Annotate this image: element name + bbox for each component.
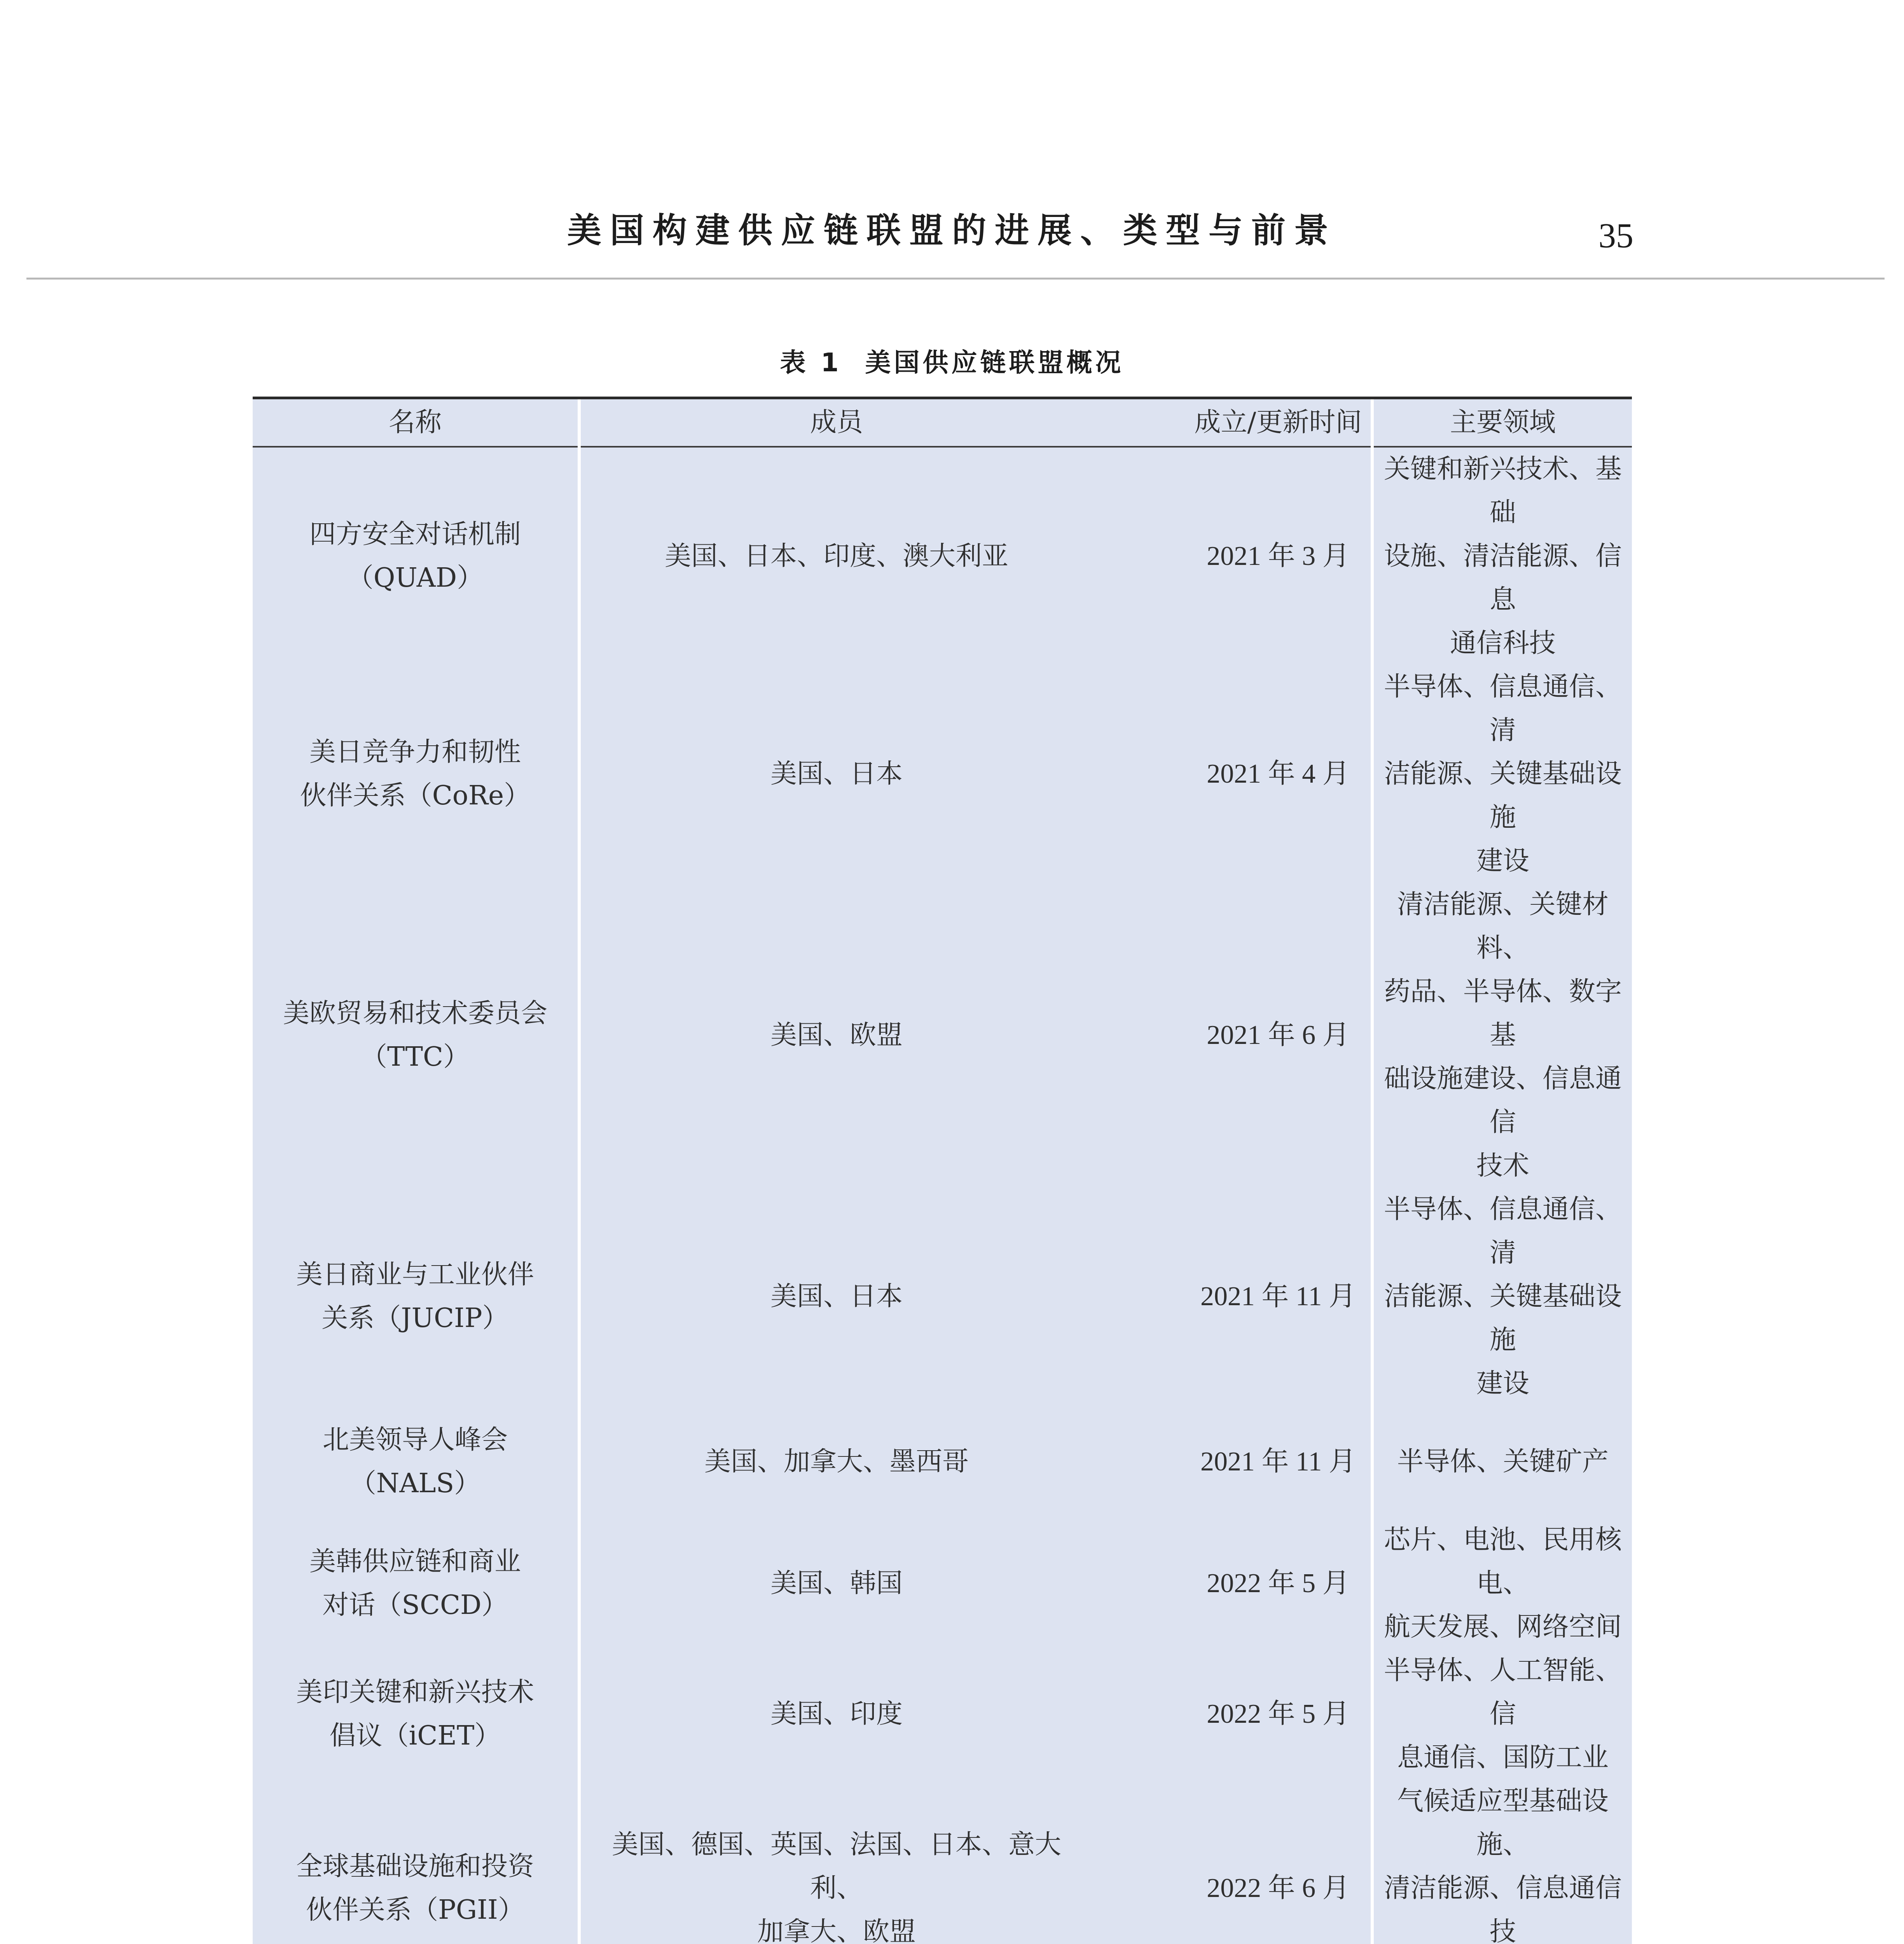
alliance-name-cell-line: 关系（JUCIP） — [321, 1303, 509, 1334]
fields-cell-line: 建设 — [1476, 1368, 1529, 1399]
fields-cell-line: 半导体、关键矿产 — [1397, 1446, 1609, 1477]
members-cell-line: 美国、日本 — [770, 1281, 903, 1312]
date-cell: 2022 年 6 月 — [1207, 1873, 1350, 1903]
fields-cell-line: 息通信、国防工业 — [1397, 1742, 1609, 1773]
table-row — [253, 1518, 1632, 1649]
spacer-cell — [1092, 665, 1186, 883]
alliance-name-cell — [253, 1518, 579, 1649]
alliance-name-cell-line: 伙伴关系（CoRe） — [300, 780, 531, 811]
fields-cell-line: 航天发展、网络空间 — [1383, 1612, 1622, 1642]
header-date: 成立/更新时间 — [1186, 399, 1372, 447]
fields-cell-line: 清洁能源、关键材料、 — [1397, 889, 1609, 963]
alliance-name-cell-line: 倡议（iCET） — [329, 1720, 501, 1751]
fields-cell — [1372, 665, 1632, 883]
members-cell-line: 美国、日本 — [770, 759, 903, 789]
table-row — [253, 665, 1632, 883]
alliance-name-cell-line: 美欧贸易和技术委员会 — [283, 998, 547, 1029]
alliance-name-cell-line: 美韩供应链和商业 — [309, 1546, 521, 1577]
members-cell — [579, 1518, 1092, 1649]
table-row — [253, 1188, 1632, 1406]
fields-cell-line: 气候适应型基础设施、 — [1397, 1786, 1609, 1860]
fields-cell-line: 础设施建设、信息通信 — [1383, 1063, 1622, 1138]
alliance-name-cell-line: 美日商业与工业伙伴 — [296, 1259, 534, 1290]
alliance-name-cell — [253, 883, 579, 1188]
members-cell — [579, 447, 1092, 665]
spacer-cell — [1092, 1188, 1186, 1406]
spacer-cell — [1092, 1649, 1186, 1780]
running-title: 美国构建供应链联盟的进展、类型与前景 — [567, 210, 1337, 250]
fields-cell — [1372, 1518, 1632, 1649]
alliance-name-cell — [253, 1406, 579, 1518]
table-row — [253, 1406, 1632, 1518]
members-cell-line: 美国、日本、印度、澳大利亚 — [664, 541, 1008, 572]
members-cell — [579, 665, 1092, 883]
alliance-name-cell-line: 北美领导人峰会 — [322, 1425, 508, 1455]
fields-cell-line: 关键和新兴技术、基础 — [1383, 454, 1622, 528]
header-rule — [26, 278, 1885, 280]
spacer-cell — [1092, 1406, 1186, 1518]
date-cell: 2022 年 5 月 — [1207, 1699, 1350, 1729]
spacer-cell — [1092, 883, 1186, 1188]
table-row — [253, 447, 1632, 665]
alliance-name-cell-line: 美印关键和新兴技术 — [296, 1677, 534, 1708]
date-cell: 2021 年 11 月 — [1200, 1281, 1356, 1311]
alliance-name-cell-line: 美日竞争力和韧性 — [309, 737, 521, 767]
members-cell — [579, 883, 1092, 1188]
fields-cell — [1372, 1406, 1632, 1518]
members-cell — [579, 1406, 1092, 1518]
alliance-name-cell-line: 对话（SCCD） — [322, 1590, 508, 1621]
members-cell-line: 美国、加拿大、墨西哥 — [704, 1446, 969, 1477]
header-fields: 主要领域 — [1372, 399, 1632, 447]
fields-cell — [1372, 447, 1632, 665]
table-header-row — [253, 399, 1632, 447]
date-cell: 2021 年 11 月 — [1200, 1447, 1356, 1477]
alliance-name-cell — [253, 665, 579, 883]
table-body — [253, 447, 1632, 1944]
date-cell: 2022 年 5 月 — [1207, 1568, 1350, 1598]
alliance-name-cell-line: （NALS） — [349, 1468, 481, 1499]
fields-cell-line: 设施、清洁能源、信息 — [1383, 541, 1622, 615]
fields-cell-line: 芯片、电池、民用核电、 — [1383, 1524, 1622, 1599]
alliance-name-cell-line: （TTC） — [360, 1042, 470, 1072]
fields-cell — [1372, 1188, 1632, 1406]
fields-cell-line: 洁能源、关键基础设施 — [1383, 759, 1622, 833]
table-caption — [0, 350, 1904, 376]
table-row — [253, 883, 1632, 1188]
alliance-name-cell-line: 四方安全对话机制 — [309, 519, 521, 550]
alliance-name-cell — [253, 447, 579, 665]
fields-cell-line: 半导体、信息通信、清 — [1383, 1194, 1622, 1268]
date-cell: 2021 年 3 月 — [1207, 541, 1350, 571]
members-cell-line: 美国、印度 — [770, 1699, 903, 1729]
fields-cell-line: 半导体、信息通信、清 — [1383, 671, 1622, 746]
header-members: 成员 — [579, 399, 1092, 447]
members-cell-line: 加拿大、欧盟 — [757, 1916, 916, 1944]
fields-cell-line: 建设 — [1476, 846, 1529, 876]
alliance-name-cell — [253, 1649, 579, 1780]
alliance-name-cell-line: 伙伴关系（PGII） — [306, 1895, 524, 1925]
date-cell: 2021 年 4 月 — [1207, 759, 1350, 789]
table-row — [253, 1780, 1632, 1944]
fields-cell-line: 药品、半导体、数字基 — [1383, 976, 1622, 1051]
spacer-cell — [1092, 1518, 1186, 1649]
header-spacer — [1092, 399, 1186, 447]
fields-cell — [1372, 1649, 1632, 1780]
fields-cell-line: 技术 — [1476, 1150, 1529, 1181]
spacer-cell — [1092, 1780, 1186, 1944]
spacer-cell — [1092, 447, 1186, 665]
date-cell: 2021 年 6 月 — [1207, 1020, 1350, 1050]
fields-cell-line: 半导体、人工智能、信 — [1383, 1655, 1622, 1729]
alliance-name-cell-line: （QUAD） — [347, 563, 484, 593]
alliance-name-cell — [253, 1188, 579, 1406]
table-caption-label: 表 1 — [780, 348, 842, 378]
fields-cell-line: 清洁能源、信息通信技 — [1383, 1873, 1622, 1944]
members-cell-line: 美国、德国、英国、法国、日本、意大利、 — [611, 1829, 1061, 1904]
alliance-name-cell-line: 全球基础设施和投资 — [296, 1851, 534, 1882]
members-cell — [579, 1188, 1092, 1406]
fields-cell — [1372, 883, 1632, 1188]
supply-chain-alliance-table — [253, 397, 1632, 1944]
header-name: 名称 — [253, 399, 579, 447]
fields-cell-line: 通信科技 — [1450, 628, 1556, 659]
page-number: 35 — [1598, 217, 1633, 255]
fields-cell — [1372, 1780, 1632, 1944]
alliance-name-cell — [253, 1780, 579, 1944]
members-cell — [579, 1649, 1092, 1780]
members-cell — [579, 1780, 1092, 1944]
table-caption-title: 美国供应链联盟概况 — [865, 348, 1124, 378]
fields-cell-line: 洁能源、关键基础设施 — [1383, 1281, 1622, 1355]
members-cell-line: 美国、欧盟 — [770, 1020, 903, 1051]
table-row — [253, 1649, 1632, 1780]
members-cell-line: 美国、韩国 — [770, 1568, 903, 1599]
